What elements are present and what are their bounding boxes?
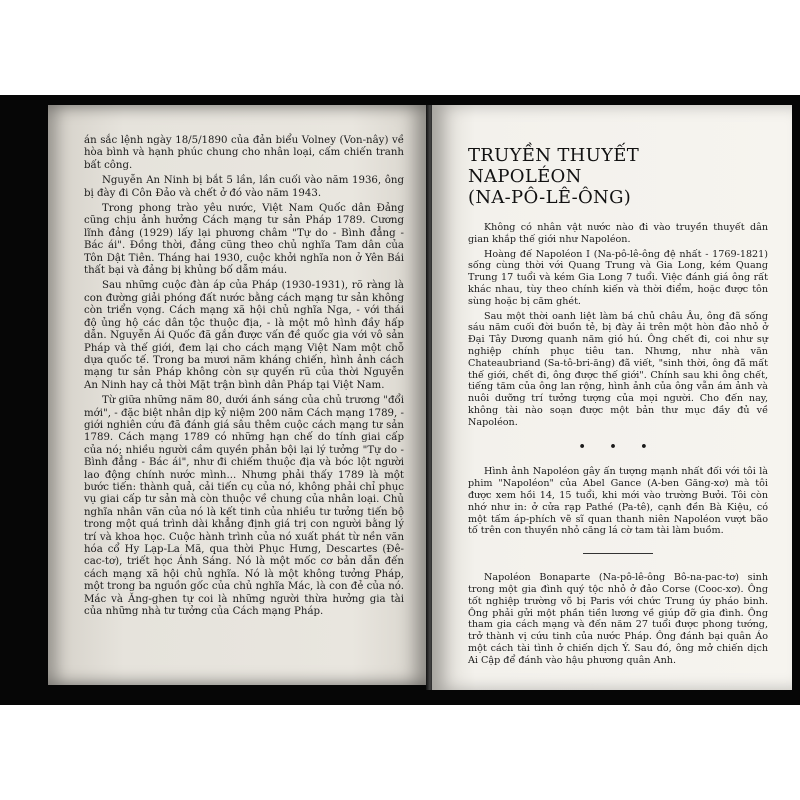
right-paragraph: Hoàng đế Napoléon I (Na-pô-lê-ông đệ nhất - 1769-1821) sống cùng thời với Quang Trung và Gia Long, kém Quang Trung 17 tuổi và kém Gia Long 7 tuổi. Việc đánh giá ông rất khác nhau, tùy theo chính kiến và thời điểm, hoặc được tôn sùng hoặc bị căm ghét. — [468, 248, 768, 307]
left-paragraph: án sắc lệnh ngày 18/5/1890 của đản biểu Volney (Von-nây) về hòa bình và hạnh phúc chung cho nhân loại, cấm chiến tranh bất công. — [84, 135, 404, 171]
right-paragraph: Hình ảnh Napoléon gây ấn tượng mạnh nhất đối với tôi là phim "Napoléon" của Abel Gance (A-ben Găng-xơ) mà tôi được xem hồi 14, 15 tuổi, khi mới vào trường Bưởi. Tôi còn nhớ như in: ở cửa rạp Pathé (Pa-tê), cạnh đền Bà Kiệu, có một tấm áp-phích vẽ sĩ quan thanh niên Napoléon vượt bão tố trên con thuyền nhỏ căng lá cờ tam tài làm buồm. — [468, 466, 768, 537]
left-text-column — [84, 135, 404, 621]
right-text-column — [468, 145, 768, 670]
book-photo — [0, 95, 800, 705]
section-separator: • • • — [578, 439, 658, 453]
right-page — [432, 105, 792, 690]
section-divider — [583, 553, 653, 554]
left-page — [48, 105, 428, 685]
heading-line: NAPOLÉON — [468, 166, 582, 187]
left-paragraph: Trong phong trào yêu nước, Việt Nam Quốc dân Đảng cũng chịu ảnh hưởng Cách mạng tư sản Pháp 1789. Cương lĩnh đảng (1929) lấy lại phương châm "Tự do - Bình đẳng - Bác ái". Đồng thời, đảng cũng theo chủ nghĩa Tam dân của Tôn Dật Tiên. Tháng hai 1930, cuộc khởi nghĩa non ở Yên Bái thất bại và đảng bị khủng bố dẫm máu. — [84, 203, 404, 277]
heading-line: (NA-PÔ-LÊ-ÔNG) — [468, 187, 632, 208]
left-paragraph: Sau những cuộc đàn áp của Pháp (1930-1931), rõ ràng là con đường giải phóng đất nước bằng cách mạng tư sản không còn triển vọng. Cách mạng xã hội chủ nghĩa Nga, - với thái độ ủng hộ các dân tộc thuộc địa, - là một mô hình đầy hấp dẫn. Nguyễn Ái Quốc đã gắn được vấn đề quốc gia với vô sản Pháp và thế giới, đem lại cho cách mạng Việt Nam một chỗ dựa quốc tế. Trong ba mươi năm kháng chiến, hình ảnh cách mạng tư sản Pháp không còn sự quyến rũ của thời Nguyễn An Ninh hay cả thời Mặt trận bình dân Pháp tại Việt Nam. — [84, 280, 404, 391]
heading-line: TRUYỀN THUYẾT — [468, 145, 640, 166]
right-paragraph: Sau một thời oanh liệt làm bá chủ châu Âu, ông đã sống sáu năm cuối đời buồn tẻ, bị đày ải trên một hòn đảo nhỏ ở Đại Tây Dương quanh năm gió hú. Ông chết đi, coi như sự nghiệp chính phục tiêu tan. Nhưng, như nhà văn Chateaubriand (Sa-tô-bri-ăng) đã viết, "sinh thời, ông đã mất thế giới, chết đi, ông được thế giới". Chính sau khi ông chết, tiếng tăm của ông lan rộng, hình ảnh của ông vẫn ám ảnh và nuôi dưỡng trí tưởng tượng của mọi người. Cho đến nay, không tài nào soạn được một bản thư mục đầy đủ về Napoléon. — [468, 310, 768, 428]
left-paragraph: Từ giữa những năm 80, dưới ánh sáng của chủ trương "đổi mới", - đặc biệt nhân dịp kỷ niệm 200 năm Cách mạng 1789, - giới nghiên cứu đã đánh giá sâu thêm cuộc cách mạng tư sản 1789. Cách mạng 1789 có những hạn chế do tính giai cấp của nó; nhiều người cầm quyền phản bội lại lý tưởng "Tự do - Bình đẳng - Bác ái", như đi chiếm thuộc địa và bóc lột người lao động chính nước mình... Nhưng phải thấy 1789 là một bước tiến: thành quả, cải tiến cụ của nó, không phải chỉ phục vụ giai cấp tư sản mà còn thuộc về chung của nhân loại. Chủ nghĩa nhân văn của nó là kết tinh của nhiều tư tưởng tiến bộ trong một quá trình dài khẳng định giá trị con người bằng lý trí và khoa học. Cuộc hành trình của nó xuất phát từ nền văn hóa cổ Hy Lạp-La Mã, qua thời Phục Hưng, Descartes (Đê-cac-tơ), triết học Ánh Sáng. Nó là một mốc cơ bản dẫn đến cách mạng xã hội chủ nghĩa. Nó là một không tưởng Pháp, một trong ba nguồn gốc của chủ nghĩa Mác, là con đẻ của nó. Mác và Ăng-ghen tự coi là những người thừa hưởng gia tài của những nhà tư tưởng của Cách mạng Pháp. — [84, 395, 404, 618]
left-paragraph: Nguyễn An Ninh bị bắt 5 lần, lần cuối vào năm 1936, ông bị đày đi Côn Đảo và chết ở đó vào năm 1943. — [84, 175, 404, 199]
right-paragraph: Không có nhân vật nước nào đi vào truyền thuyết dân gian khắp thế giới như Napoléon. — [468, 222, 768, 245]
right-paragraph: Napoléon Bonaparte (Na-pô-lê-ông Bô-na-pac-tơ) sinh trong một gia đình quý tộc nhỏ ở đảo Corse (Cooc-xơ). Ông tốt nghiệp trường võ bị Paris với chức Trung úy pháo binh. Ông phải gửi một phần tiền lương về giúp đỡ gia đình. Ông tham gia cách mạng và đến năm 27 tuổi được phong tướng, trở thành vị cứu tinh của nước Pháp. Ông đánh bại quân Áo một cách tài tình ở chiến dịch Ý. Sau đó, ông mở chiến dịch Ai Cập để đánh vào hậu phương quân Anh. — [468, 572, 768, 666]
chapter-heading — [468, 145, 768, 208]
